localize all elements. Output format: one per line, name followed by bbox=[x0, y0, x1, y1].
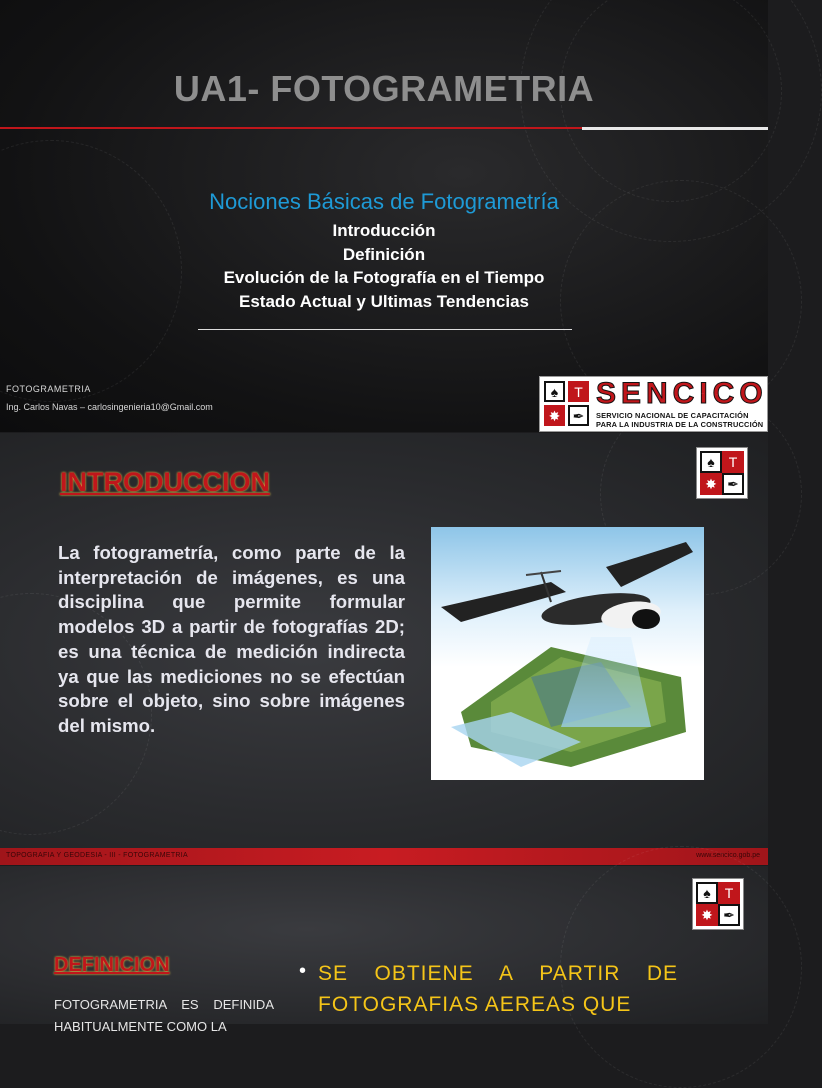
sencico-emblem-icon: ♠ T ✸ ✒ bbox=[692, 878, 744, 930]
title-slide bbox=[0, 0, 768, 432]
sencico-tagline-2: PARA LA INDUSTRIA DE LA CONSTRUCCIÓN bbox=[596, 420, 764, 429]
topic-item: Evolución de la Fotografía en el Tiempo bbox=[223, 268, 545, 287]
topic-item: Estado Actual y Ultimas Tendencias bbox=[238, 291, 530, 311]
topic-item: Definición bbox=[342, 244, 426, 264]
ribbon-website: www.sencico.gob.pe bbox=[696, 852, 760, 859]
slide-title: UA1- FOTOGRAMETRIA bbox=[173, 68, 595, 109]
footer-author: Ing. Carlos Navas – carlosingenieria10@Gmail.com bbox=[6, 402, 213, 412]
sencico-tagline-1: SERVICIO NACIONAL DE CAPACITACIÓN bbox=[596, 411, 749, 420]
drone-illustration bbox=[431, 527, 704, 780]
title-white-rule bbox=[582, 127, 768, 130]
sencico-wordmark: SENCICO bbox=[596, 377, 768, 410]
title-red-rule bbox=[0, 127, 582, 129]
topic-list bbox=[0, 219, 768, 313]
topic-item: Introducción bbox=[332, 221, 436, 240]
sencico-emblem-icon: ♠ T ✸ ✒ bbox=[696, 447, 748, 499]
bullet-text: SE OBTIENE A PARTIR DE FOTOGRAFIAS AEREAS QUE bbox=[318, 962, 678, 1016]
intro-paragraph: La fotogrametría, como parte de la interpretación de imágenes, es una disciplina que permite formular modelos 3D a partir de fotografías 2D; es una técnica de medición indirecta ya que las mediciones no se efectúan sobre el objeto, sino sobre imágenes del mismo. bbox=[58, 542, 405, 736]
introduction-slide bbox=[0, 433, 768, 865]
drone-photogrammetry-image bbox=[431, 527, 704, 780]
ribbon-course: TOPOGRAFIA Y GEODESIA - III - FOTOGRAMETRIA bbox=[6, 852, 188, 859]
slide-subtitle: Nociones Básicas de Fotogrametría bbox=[209, 189, 559, 214]
footer-course-name: FOTOGRAMETRIA bbox=[6, 384, 91, 394]
section-heading: DEFINICION bbox=[54, 954, 170, 976]
section-heading: INTRODUCCION bbox=[60, 467, 270, 497]
topic-underline bbox=[198, 329, 572, 330]
bullet-icon: • bbox=[299, 960, 307, 982]
definition-slide bbox=[0, 866, 768, 1034]
definition-text: FOTOGRAMETRIA ES DEFINIDA HABITUALMENTE COMO LA bbox=[54, 997, 274, 1034]
sencico-emblem-icon: ♠ T ✸ ✒ bbox=[544, 381, 590, 427]
